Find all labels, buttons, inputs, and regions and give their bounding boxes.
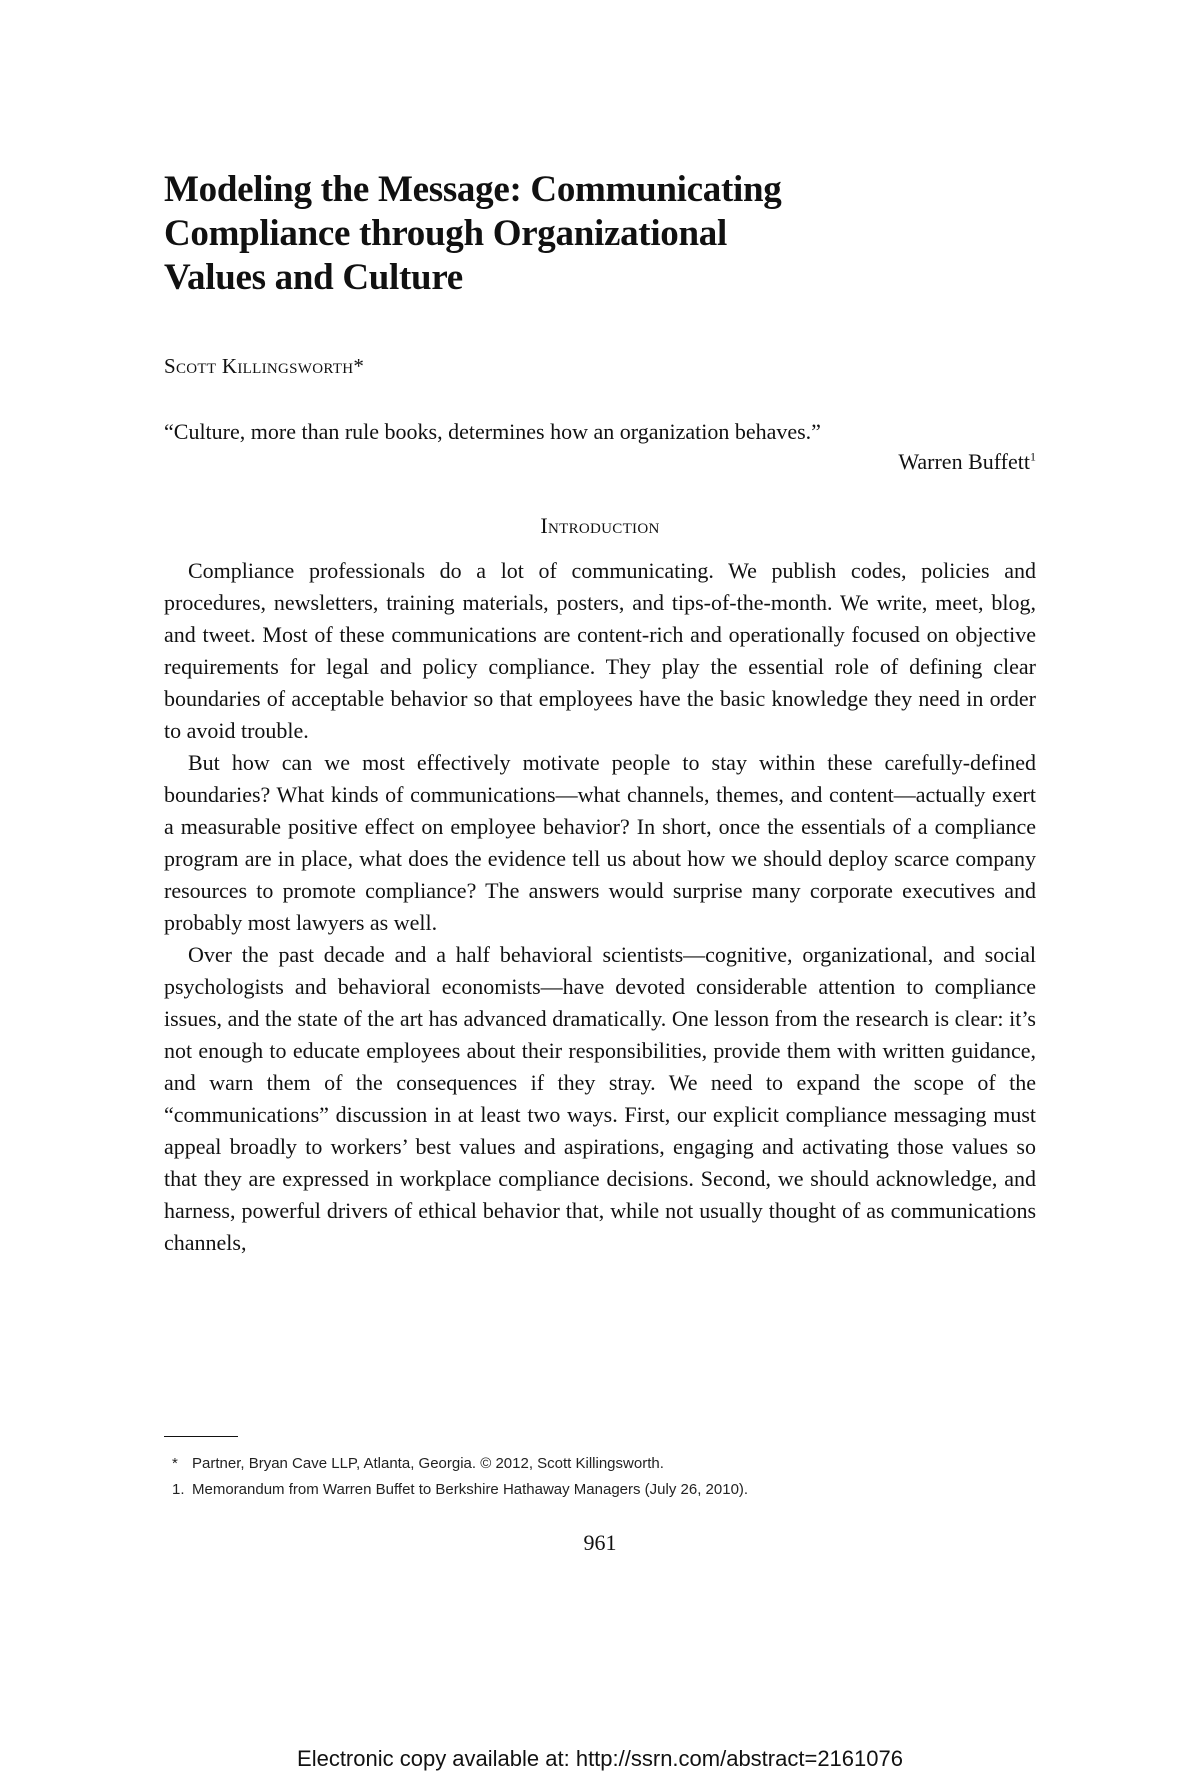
epigraph-quote: “Culture, more than rule books, determines how an organization behaves.” bbox=[164, 419, 821, 444]
title-line: Modeling the Message: Communicating bbox=[164, 169, 782, 210]
body-text bbox=[164, 555, 1036, 1259]
footnote bbox=[164, 1451, 1036, 1477]
epigraph-attribution bbox=[164, 447, 1036, 477]
footnote-text: Memorandum from Warren Buffet to Berkshire Hathaway Managers (July 26, 2010). bbox=[192, 1481, 749, 1498]
article-body bbox=[164, 168, 1036, 1259]
footnote-reference[interactable]: 1 bbox=[1030, 449, 1036, 464]
ssrn-notice[interactable]: Electronic copy available at: http://ssrn.com/abstract=2161076 bbox=[297, 1746, 903, 1771]
title-line: Values and Culture bbox=[164, 257, 463, 298]
author-name: Scott Killingsworth* bbox=[164, 354, 365, 378]
footnote-text: Partner, Bryan Cave LLP, Atlanta, Georgia. © 2012, Scott Killingsworth. bbox=[192, 1455, 664, 1472]
title-line: Compliance through Organizational bbox=[164, 213, 727, 254]
footnote-mark: * bbox=[172, 1455, 178, 1472]
footnote-divider bbox=[164, 1436, 238, 1437]
page-number: 961 bbox=[583, 1530, 617, 1555]
paragraph: Over the past decade and a half behavioral scientists—cognitive, organizational, and social psychologists and behavioral economists—have devoted considerable attention to compliance issues, and the state of the art has advanced dramatically. One lesson from the research is clear: it’s not enough to educate employees about their responsibilities, provide them with written guidance, and warn them of the consequences if they stray. We need to expand the scope of the “communications” discussion in at least two ways. First, our explicit compliance messaging must appeal broadly to workers’ best values and aspirations, engaging and activating those values so that they are expressed in workplace compliance decisions. Second, we should acknowledge, and harness, powerful drivers of ethical behavior that, while not usually thought of as communications channels, bbox=[164, 942, 1036, 1255]
footnote bbox=[164, 1477, 1036, 1503]
article-title bbox=[164, 168, 1036, 300]
paragraph: But how can we most effectively motivate people to stay within these carefully-defined boundaries? What kinds of communications—what channels, themes, and content—actually exert a measurable positive effect on employee behavior? In short, once the essentials of a compliance program are in place, what does the evidence tell us about how we should deploy scarce company resources to promote compliance? The answers would surprise many corporate executives and probably most lawyers as well. bbox=[164, 750, 1036, 935]
section-heading: Introduction bbox=[540, 513, 660, 538]
footnotes bbox=[164, 1451, 1036, 1503]
footnote-mark: 1. bbox=[172, 1481, 185, 1498]
epigraph-author: Warren Buffett bbox=[898, 449, 1030, 474]
epigraph bbox=[164, 417, 1036, 477]
paragraph: Compliance professionals do a lot of communicating. We publish codes, policies and procedures, newsletters, training materials, posters, and tips-of-the-month. We write, meet, blog, and tweet. Most of these communications are content-rich and operationally focused on objective requirements for legal and policy compliance. They play the essential role of defining clear boundaries of acceptable behavior so that employees have the basic knowledge they need in order to avoid trouble. bbox=[164, 558, 1036, 743]
